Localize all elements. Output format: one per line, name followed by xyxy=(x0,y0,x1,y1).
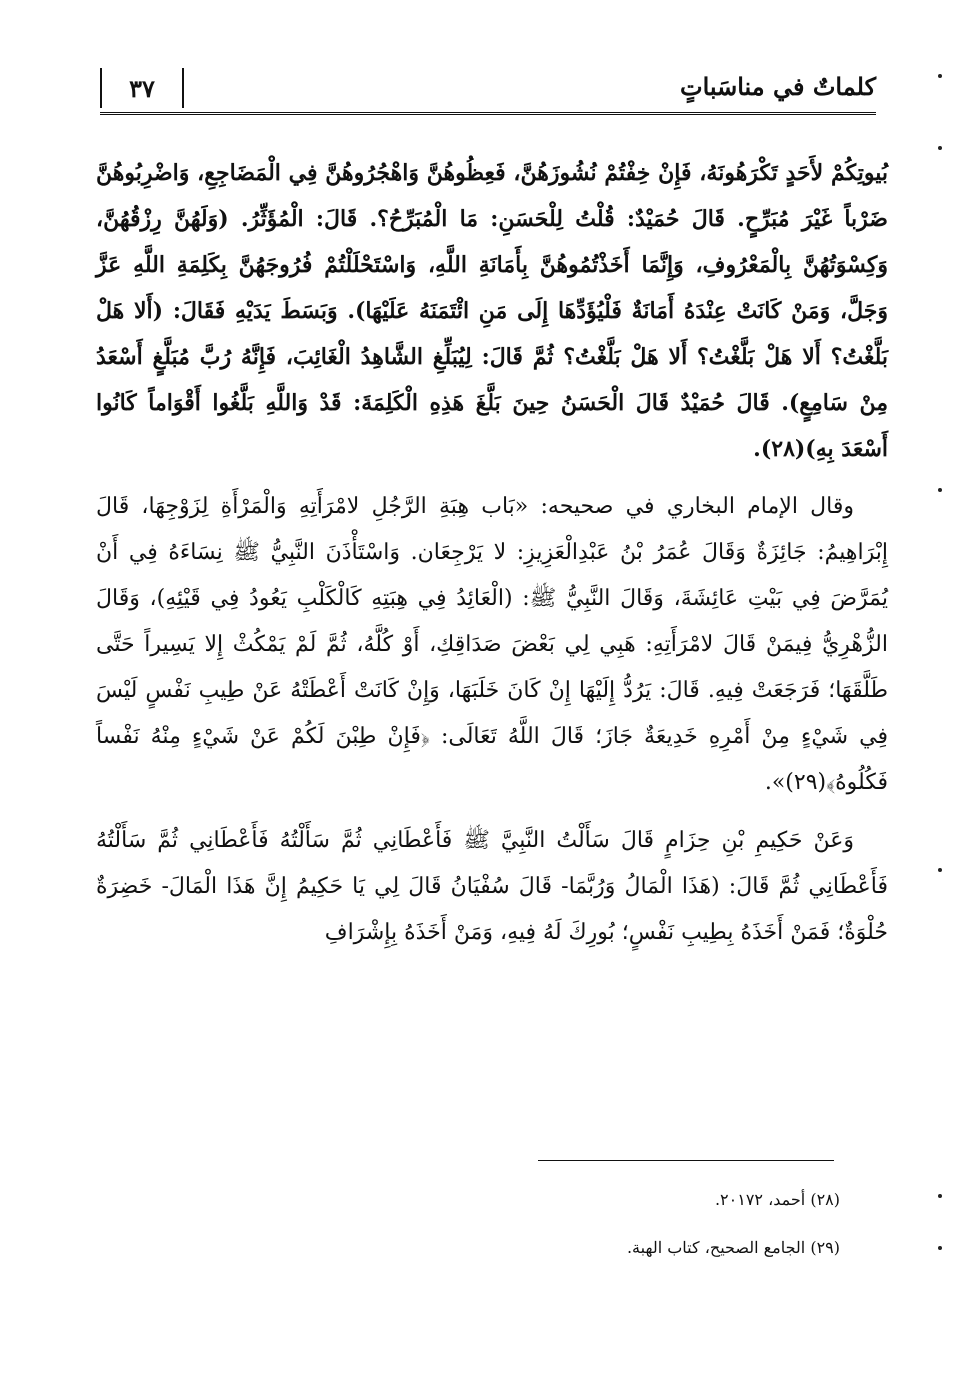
footnote-28: (٢٨) أحمد، ٢٠١٧٢. xyxy=(714,1190,840,1209)
paragraph-2: وقال الإمام البخاري في صحيحه: «بَاب هِبَةِ الرَّجُلِ لامْرَأَتِهِ وَالْمَرْأَةِ لِزَوْجِهَا، قَالَ إِبْرَاهِيمُ: جَائِزَةٌ وَقَالَ عُمَرُ بْنُ عَبْدِالْعَزِيزِ: لا يَرْجِعَان. وَاسْتَأْذَنَ النَّبِيُّ ﷺ نِسَاءَهُ فِي أَنْ يُمَرَّضَ فِي بَيْتِ عَائِشَةَ، وَقَالَ النَّبِيُّ ﷺ: (الْعَائِدُ فِي هِبَتِهِ كَالْكَلْبِ يَعُودُ فِي قَيْئِهِ)، وَقَالَ الزُّهْرِيُّ فِيمَنْ قَالَ لامْرَأَتِهِ: هَبِي لِي بَعْضَ صَدَاقِكِ، أَوْ كُلَّهُ، ثُمَّ لَمْ يَمْكُثْ إِلا يَسِيراً حَتَّى طَلَّقَهَا؛ فَرَجَعَتْ فِيهِ. قَالَ: يَرُدُّ إِلَيْهَا إِنْ كَانَ خَلَبَهَا، وَإِنْ كَانَتْ أَعْطَتْهُ عَنْ طِيبِ نَفْسٍ لَيْسَ فِي شَيْءٍ مِنْ أَمْرِهِ خَدِيعَةٌ جَازَ؛ قَالَ اللَّهُ تَعَالَى: ﴿فَإِنْ طِبْنَ لَكُمْ عَنْ شَيْءٍ مِنْهُ نَفْساً فَكُلُوهُ﴾(٢٩)». xyxy=(96,494,888,795)
margin-dot xyxy=(938,74,942,78)
running-title: كلماتٌ في مناسَباتٍ xyxy=(679,72,876,101)
paragraph-1: بُيوتِكُمْ لأَحَدٍ تَكْرَهُونَهُ، فَإِنْ خِفْتُمْ نُشُوزَهُنَّ، فَعِظُوهُنَّ وَاهْجُرُوهُنَّ فِي الْمَضَاجِعِ، وَاضْرِبُوهُنَّ ضَرْباً غَيْرَ مُبَرِّحٍ. قَالَ حُمَيْدٌ: قُلْتُ لِلْحَسَنِ: مَا الْمُبَرِّحُ؟. قَالَ: الْمُؤَثِّرُ. (وَلَهُنَّ رِزْقُهُنَّ، وَكِسْوَتُهُنَّ بِالْمَعْرُوفِ، وَإِنَّمَا أَخَذْتُمُوهُنَّ بِأَمَانَةِ اللَّهِ، وَاسْتَحْلَلْتُمْ فُرُوجَهُنَّ بِكَلِمَةِ اللَّهِ عَزَّ وَجَلَّ، وَمَنْ كَانَتْ عِنْدَهُ أَمَانَةٌ فَلْيُؤَدِّهَا إِلَى مَنِ ائْتَمَنَهُ عَلَيْهَا). وَبَسَطَ يَدَيْهِ فَقَالَ: (أَلا هَلْ بَلَّغْتُ؟ أَلا هَلْ بَلَّغْتُ؟ أَلا هَلْ بَلَّغْتُ؟ ثُمَّ قَالَ: لِيُبَلِّغِ الشَّاهِدُ الْغَائِبَ، فَإِنَّهُ رُبَّ مُبَلَّغٍ أَسْعَدُ مِنْ سَامِعٍ). قَالَ حُمَيْدٌ قَالَ الْحَسَنُ حِينَ بَلَّغَ هَذِهِ الْكَلِمَةَ: قَدْ وَاللَّهِ بَلَّغُوا أَقْوَاماً كَانُوا أَسْعَدَ بِهِ)(٢٨). xyxy=(96,160,888,462)
margin-dot xyxy=(938,488,942,492)
margin-dot xyxy=(938,868,942,872)
page-number: ٣٧ xyxy=(100,68,184,108)
margin-dot xyxy=(938,146,942,150)
footnotes xyxy=(96,1176,840,1272)
main-text xyxy=(96,150,888,968)
paragraph-3: وَعَنْ حَكِيمِ بْنِ حِزَامٍ قَالَ سَأَلْتُ النَّبِيَّ ﷺ فَأَعْطَانِي ثُمَّ سَأَلْتُهُ فَأَعْطَانِي ثُمَّ سَأَلْتُهُ فَأَعْطَانِي ثُمَّ قَالَ: (هَذَا الْمَالُ وَرُبَّمَا- قَالَ سُفْيَانُ قَالَ لِي يَا حَكِيمُ إِنَّ هَذَا الْمَالَ- خَضِرَةٌ حُلْوَةٌ؛ فَمَنْ أَخَذَهُ بِطِيبِ نَفْسٍ؛ بُورِكَ لَهُ فِيهِ، وَمَنْ أَخَذَهُ بِإِشْرَافِ xyxy=(96,828,888,945)
margin-dot xyxy=(938,1246,942,1250)
header-rule xyxy=(100,112,876,115)
page-header xyxy=(100,68,876,114)
footnote-29: (٢٩) الجامع الصحيح، كتاب الهبة. xyxy=(626,1238,840,1257)
footnote-separator xyxy=(538,1160,834,1161)
margin-dot xyxy=(938,1194,942,1198)
